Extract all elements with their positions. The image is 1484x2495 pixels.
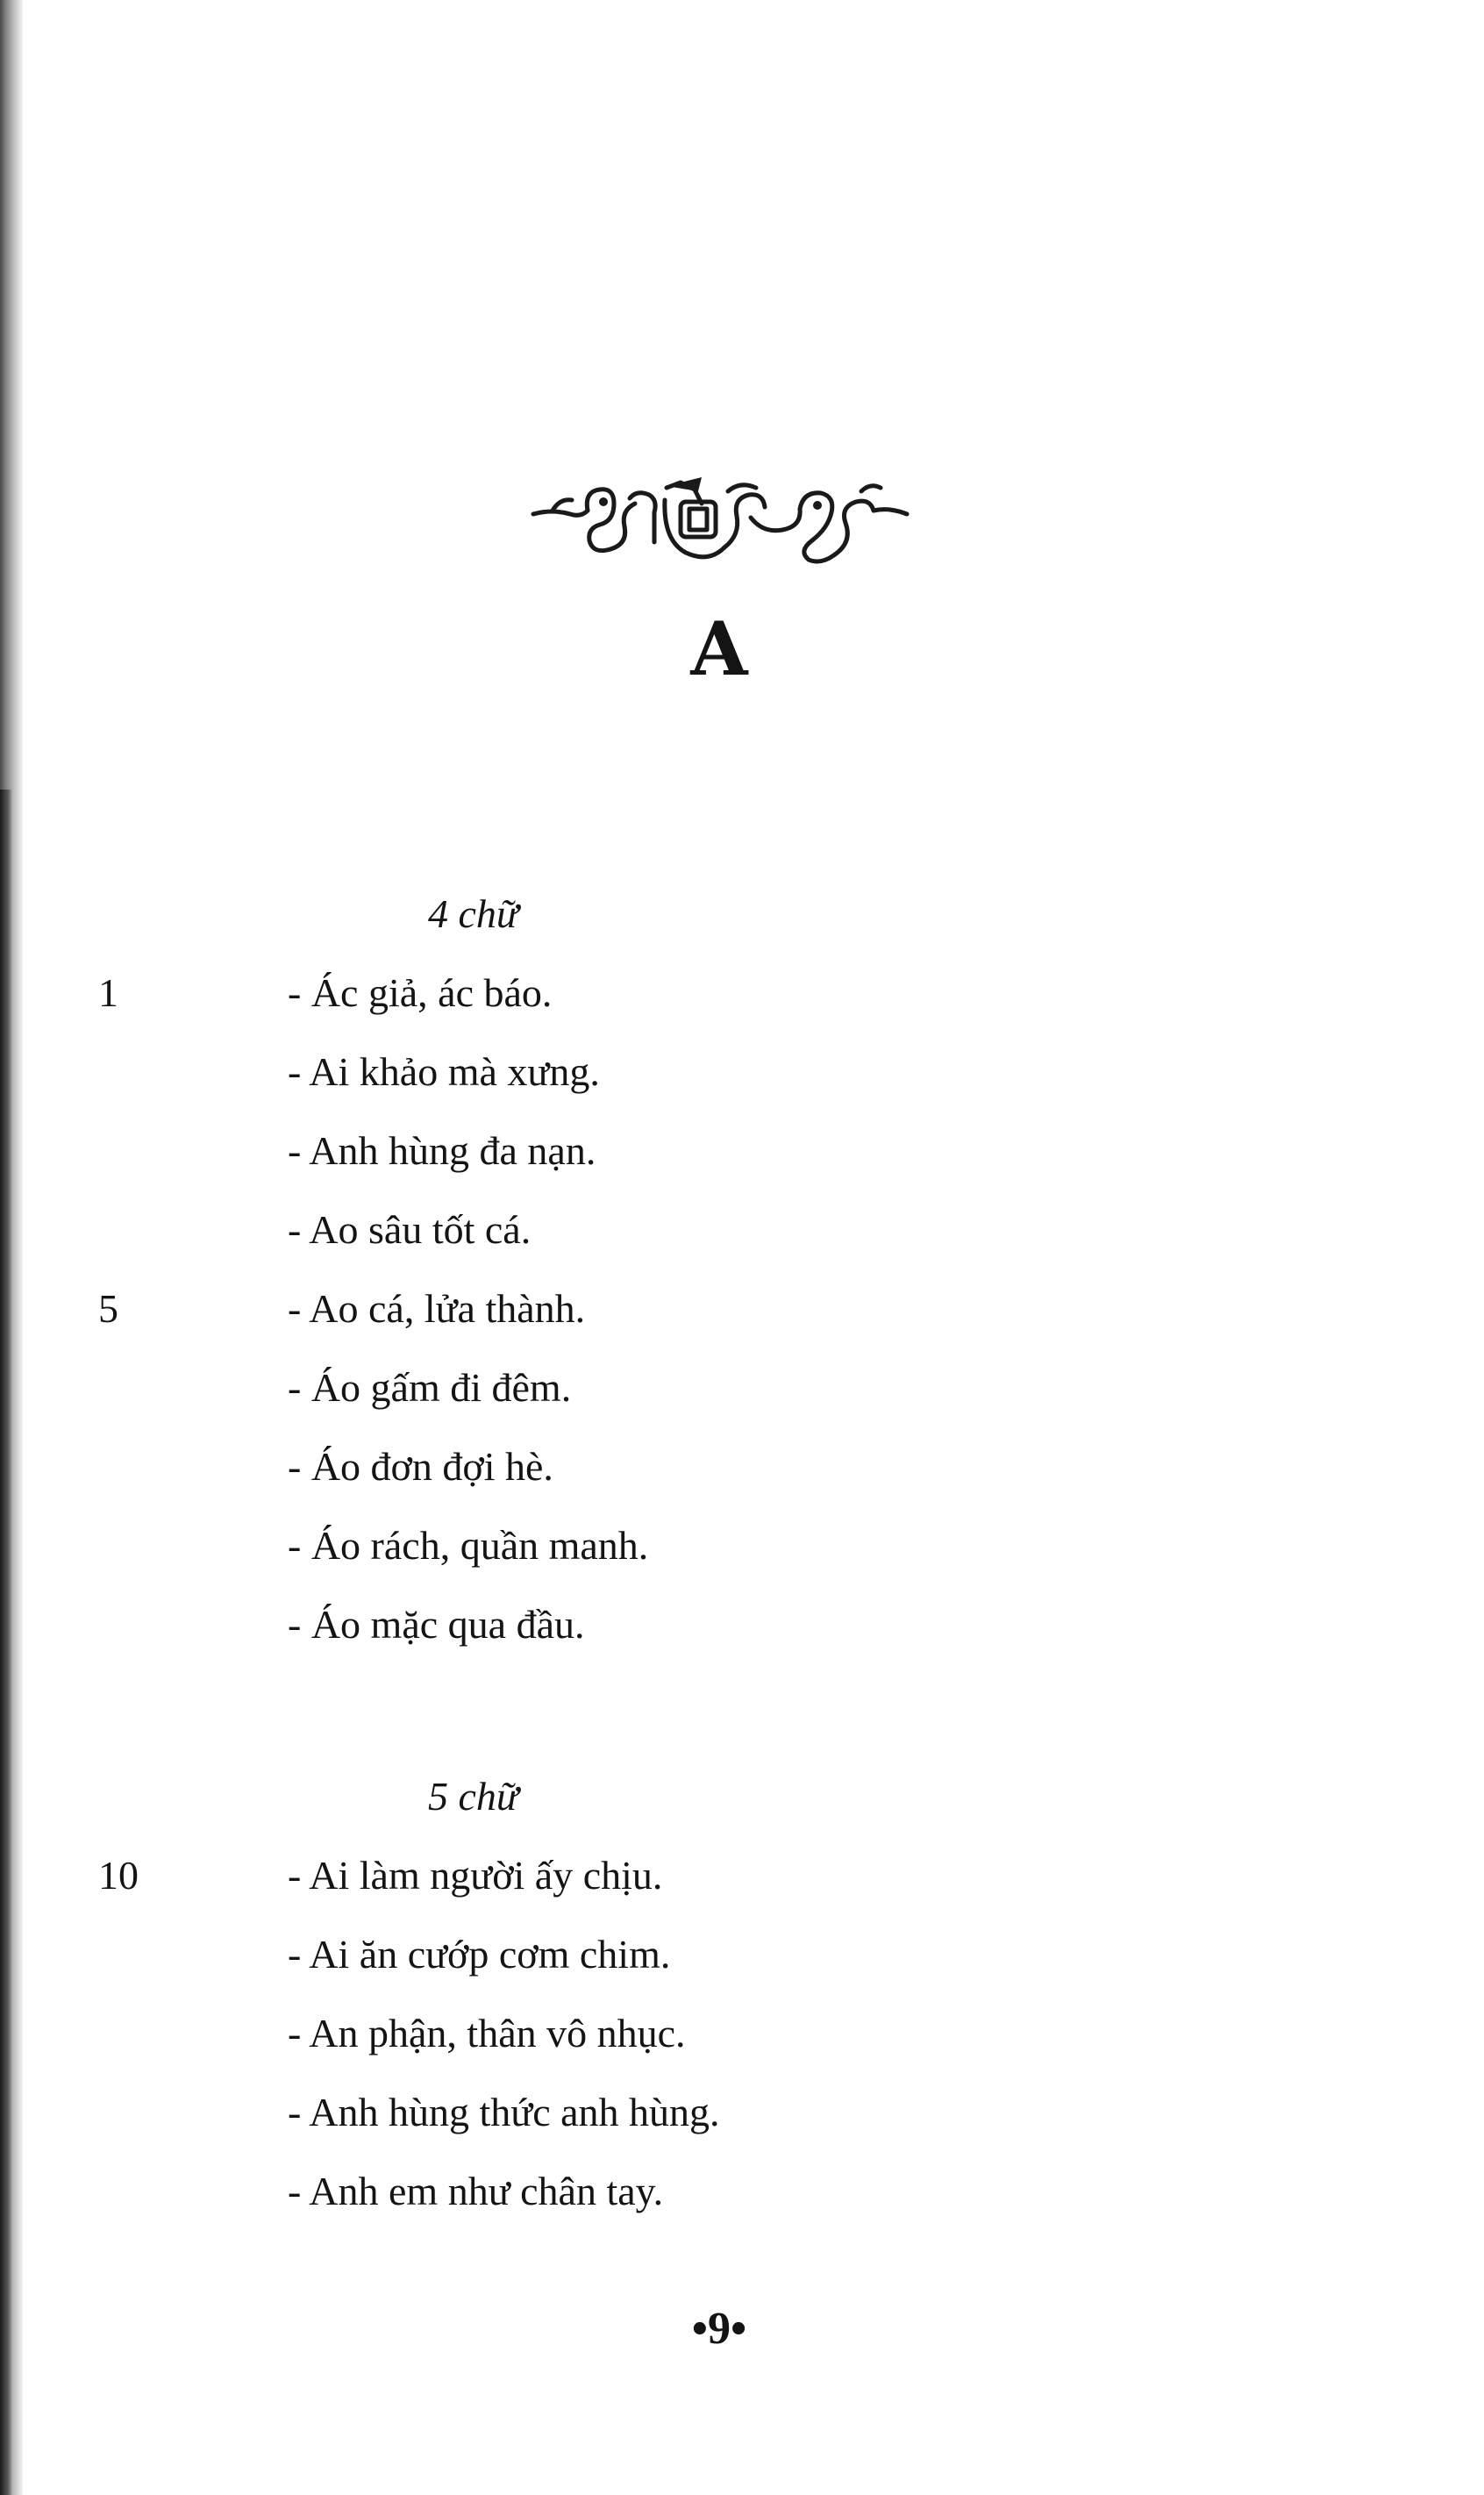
section-letter: A: [690, 605, 748, 692]
proverb-line: - Anh em như chân tay.: [288, 2169, 664, 2213]
proverb-line: - Áo gấm đi đêm.: [288, 1365, 572, 1410]
proverb-line: - Ai khảo mà xưng.: [288, 1049, 600, 1094]
page-number: •9•: [691, 2304, 747, 2354]
proverb-line: - Áo rách, quần manh.: [288, 1523, 649, 1568]
proverb-line: - Anh hùng đa nạn.: [288, 1128, 596, 1173]
proverb-line: - Ác giả, ác báo.: [288, 970, 553, 1015]
line-number-10: 10: [98, 1853, 139, 1898]
group-heading-4-chu: 4 chữ: [428, 891, 519, 936]
dragon-ornament-icon: [526, 456, 912, 570]
proverb-line: - Áo mặc qua đầu.: [288, 1602, 585, 1647]
proverb-line: - Ai làm người ấy chịu.: [288, 1853, 663, 1898]
group-heading-5-chu: 5 chữ: [428, 1774, 519, 1819]
proverb-line: - Áo đơn đợi hè.: [288, 1444, 553, 1489]
proverb-line: - Ai ăn cướp cơm chim.: [288, 1932, 671, 1977]
proverb-line: - Ao sâu tốt cá.: [288, 1207, 532, 1252]
proverb-line: - An phận, thân vô nhục.: [288, 2011, 686, 2055]
proverb-line: - Anh hùng thức anh hùng.: [288, 2090, 720, 2134]
line-number-1: 1: [98, 970, 118, 1015]
spine-edge: [0, 790, 12, 2495]
line-number-5: 5: [98, 1286, 118, 1331]
proverb-line: - Ao cá, lửa thành.: [288, 1286, 586, 1331]
